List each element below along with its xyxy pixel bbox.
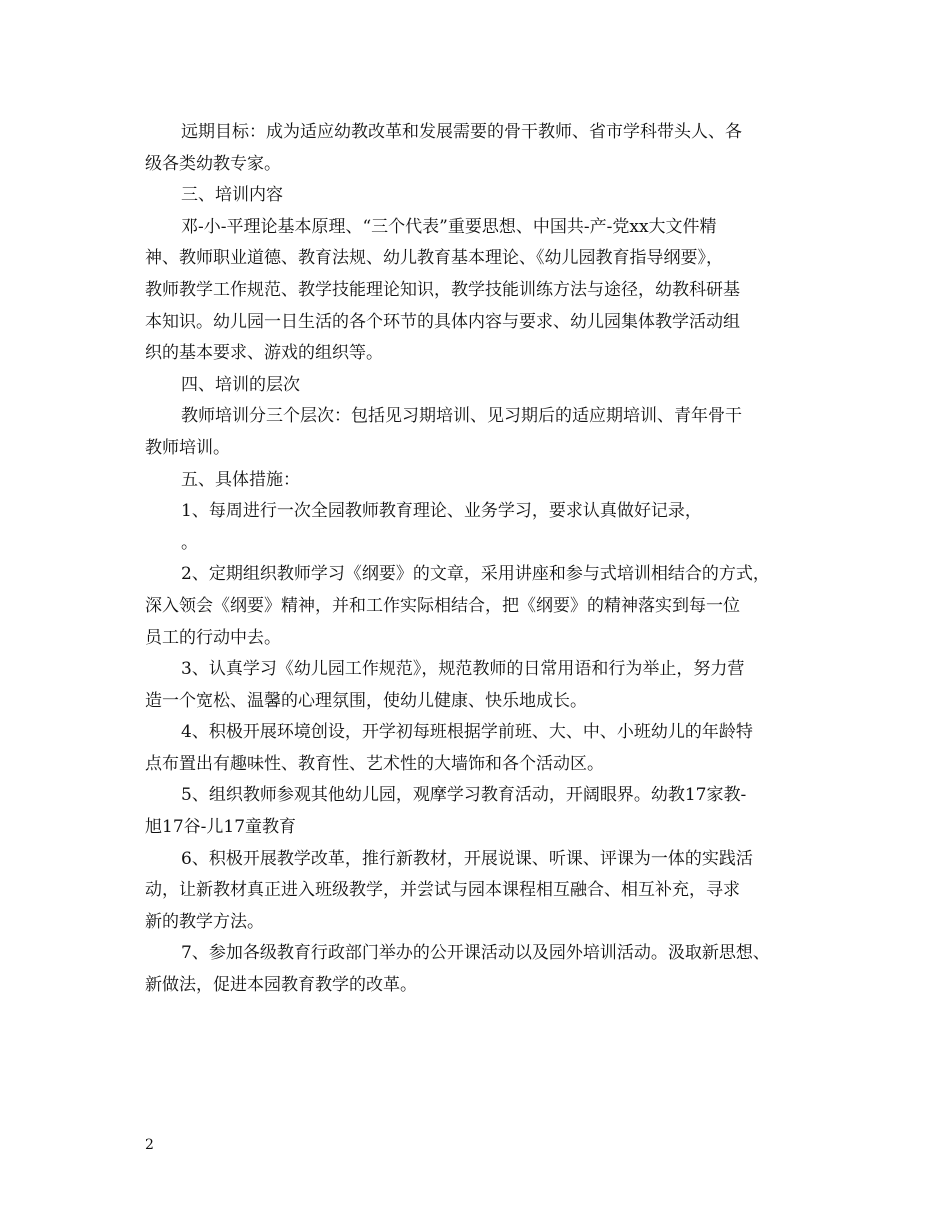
text-line: 新的教学方法。 [145,911,264,932]
text-line: 点布置出有趣味性、教育性、艺术性的大墙饰和各个活动区。 [145,753,604,774]
text-line: 5、组织教师参观其他幼儿园，观摩学习教育活动，开阔眼界。幼教17家教- [181,785,747,806]
text-line: 神、教师职业道德、教育法规、幼儿教育基本理论、《幼儿园教育指导纲要》， [145,248,723,269]
text-line: 3、认真学习《幼儿园工作规范》，规范教师的日常用语和行为举止，努力营 [181,659,745,680]
text-line: 四、培训的层次 [181,374,300,395]
text-line: 旭17谷-儿17童教育 [145,817,297,838]
text-line: 教师教学工作规范、教学技能理论知识，教学技能训练方法与途径，幼教科研基 [145,279,740,300]
text-line: 深入领会《纲要》精神，并和工作实际相结合，把《纲要》的精神落实到每一位 [145,595,740,616]
document-body [145,117,835,1002]
page-number: 2 [145,1137,154,1153]
text-line: 邓-小-平理论基本原理、“三个代表”重要思想、中国共-产-党xx大文件精 [181,216,717,237]
text-line: 造一个宽松、温馨的心理氛围，使幼儿健康、快乐地成长。 [145,690,587,711]
text-line: 员工的行动中去。 [145,627,281,648]
text-line: 五、具体措施： [181,469,300,490]
text-line: 新做法，促进本园教育教学的改革。 [145,975,417,996]
text-line: 三、培训内容 [181,185,283,206]
text-line: 动，让新教材真正进入班级教学，并尝试与园本课程相互融合、相互补充，寻求 [145,880,740,901]
text-line: 远期目标：成为适应幼教改革和发展需要的骨干教师、省市学科带头人、各 [181,122,742,142]
text-line: 1、每周进行一次全园教师教育理论、业务学习，要求认真做好记录， [181,501,702,522]
text-line: 4、积极开展环境创设，开学初每班根据学前班、大、中、小班幼儿的年龄特 [181,722,753,743]
text-line: 本知识。幼儿园一日生活的各个环节的具体内容与要求、幼儿园集体教学活动组 [145,311,740,332]
text-line: 教师培训分三个层次：包括见习期培训、见习期后的适应期培训、青年骨干 [181,406,742,427]
text-line: 7、参加各级教育行政部门举办的公开课活动以及园外培训活动。汲取新思想、 [181,943,770,964]
text-line: 。 [181,532,198,553]
text-line: 6、积极开展教学改革，推行新教材，开展说课、听课、评课为一体的实践活 [181,848,753,869]
text-line: 2、定期组织教师学习《纲要》的文章，采用讲座和参与式培训相结合的方式， [181,564,770,585]
text-line: 级各类幼教专家。 [145,153,281,174]
text-line: 教师培训。 [145,437,230,458]
text-line: 织的基本要求、游戏的组织等。 [145,343,383,364]
